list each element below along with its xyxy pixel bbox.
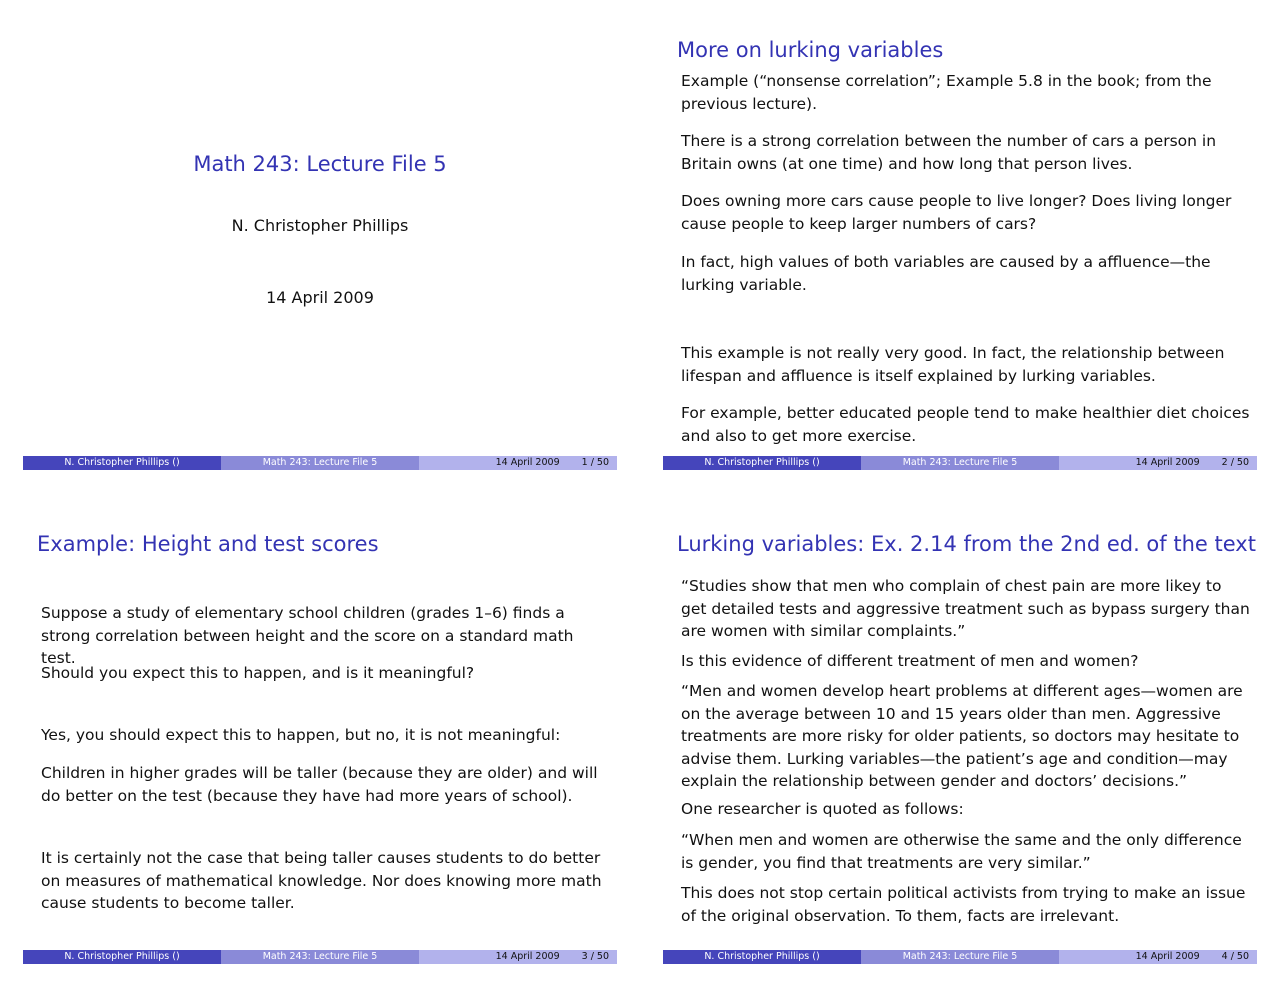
slide-footer xyxy=(23,950,617,964)
paragraph: Example (“nonsense correlation”; Example 5.8 in the book; from the previous lecture). xyxy=(681,72,1212,113)
slide-2 xyxy=(663,0,1257,470)
footer-date: 14 April 2009 xyxy=(1135,457,1200,468)
slide-title: Math 243: Lecture File 5 xyxy=(193,152,447,176)
paragraph: Suppose a study of elementary school children (grades 1–6) finds a strong correlation between height and the score on a standard math test. xyxy=(41,604,574,667)
footer-author: N. Christopher Phillips () xyxy=(23,456,221,470)
footer-title: Math 243: Lecture File 5 xyxy=(861,456,1059,470)
slide-title: More on lurking variables xyxy=(677,38,944,62)
paragraph: Should you expect this to happen, and is it meaningful? xyxy=(41,664,475,682)
footer-date: 14 April 2009 xyxy=(495,951,560,962)
paragraph: Yes, you should expect this to happen, but no, it is not meaningful: xyxy=(41,726,561,744)
footer-author: N. Christopher Phillips () xyxy=(663,950,861,964)
footer-date: 14 April 2009 xyxy=(495,457,560,468)
page-number: 3 / 50 xyxy=(581,951,609,962)
footer-author: N. Christopher Phillips () xyxy=(663,456,861,470)
author: N. Christopher Phillips xyxy=(231,216,409,235)
slide-footer xyxy=(23,456,617,470)
footer-title: Math 243: Lecture File 5 xyxy=(861,950,1059,964)
paragraph: This does not stop certain political activists from trying to make an issue of the original observation. To them, facts are irrelevant. xyxy=(681,884,1246,925)
footer-date: 14 April 2009 xyxy=(1135,951,1200,962)
paragraph: Does owning more cars cause people to live longer? Does living longer cause people to keep larger numbers of cars? xyxy=(681,192,1232,233)
paragraph: For example, better educated people tend to make healthier diet choices and also to get more exercise. xyxy=(681,404,1250,445)
slide-footer xyxy=(663,456,1257,470)
slide-title: Example: Height and test scores xyxy=(37,532,379,556)
footer-title: Math 243: Lecture File 5 xyxy=(221,950,419,964)
page-number: 4 / 50 xyxy=(1221,951,1249,962)
slide-title: Lurking variables: Ex. 2.14 from the 2nd ed. of the text xyxy=(677,532,1256,556)
date: 14 April 2009 xyxy=(266,288,374,307)
footer-title: Math 243: Lecture File 5 xyxy=(221,456,419,470)
slide-footer xyxy=(663,950,1257,964)
paragraph: It is certainly not the case that being taller causes students to do better on measures of mathematical knowledge. Nor does knowing more math cause students to become taller. xyxy=(41,849,602,912)
footer-author: N. Christopher Phillips () xyxy=(23,950,221,964)
paragraph: “Studies show that men who complain of chest pain are more likey to get detailed tests and aggressive treatment such as bypass surgery than are women with similar complaints.” xyxy=(681,577,1250,640)
slide-3 xyxy=(23,494,617,964)
page-number: 1 / 50 xyxy=(581,457,609,468)
paragraph: In fact, high values of both variables are caused by a affluence—the lurking variable. xyxy=(681,253,1211,294)
paragraph: Children in higher grades will be taller (because they are older) and will do better on the test (because they have had more years of school). xyxy=(41,764,598,805)
paragraph: “When men and women are otherwise the same and the only difference is gender, you find that treatments are very similar.” xyxy=(681,831,1242,872)
slide-1 xyxy=(23,0,617,470)
paragraph: One researcher is quoted as follows: xyxy=(681,800,964,818)
paragraph: This example is not really very good. In fact, the relationship between lifespan and affluence is itself explained by lurking variables. xyxy=(681,344,1225,385)
paragraph: “Men and women develop heart problems at different ages—women are on the average between 10 and 15 years older than men. Aggressive treatments are more risky for older patients, so doctors may hesitate to advise them. Lurking variables—the patient’s age and condition—may explain the relationship between gender and doctors’ decisions.” xyxy=(681,682,1243,790)
slide-4 xyxy=(663,494,1257,964)
page-number: 2 / 50 xyxy=(1221,457,1249,468)
paragraph: Is this evidence of different treatment of men and women? xyxy=(681,652,1139,670)
paragraph: There is a strong correlation between the number of cars a person in Britain owns (at one time) and how long that person lives. xyxy=(681,132,1217,173)
